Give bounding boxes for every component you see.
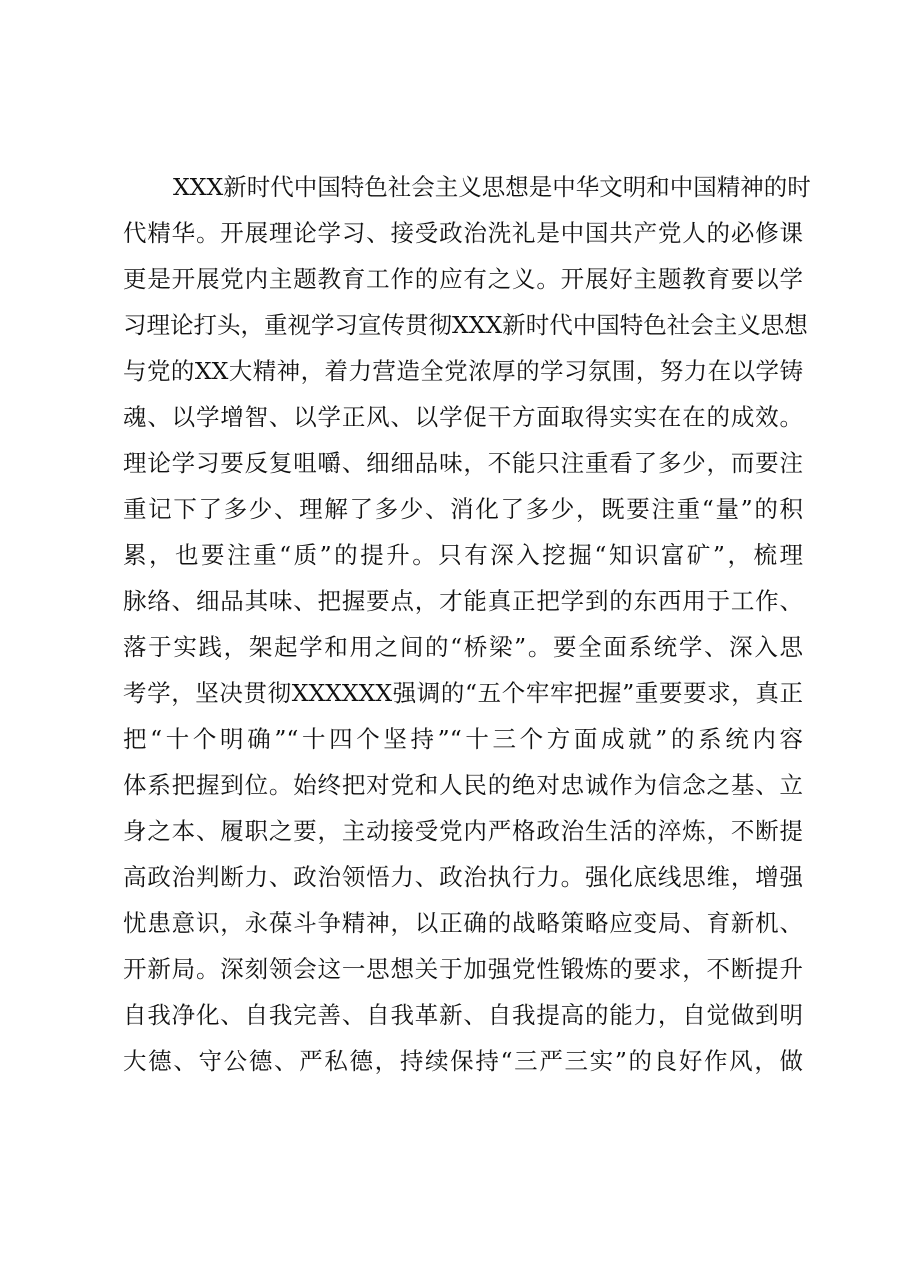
paragraph-line: 更是开展党内主题教育工作的应有之义。开展好主题教育要以学 [123, 265, 803, 293]
paragraph-line: XXX新时代中国特色社会主义思想是中华文明和中国精神的时 [173, 173, 811, 201]
paragraph-line: 开新局。深刻领会这一思想关于加强党性锻炼的要求，不断提升 [123, 955, 803, 983]
paragraph-line: 累，也要注重“质”的提升。只有深入挖掘“知识富矿”，梳理 [123, 541, 803, 569]
body-paragraph [123, 164, 811, 1084]
paragraph-line: 重记下了多少、理解了多少、消化了多少，既要注重“量”的积 [123, 495, 803, 523]
paragraph-line: 自我净化、自我完善、自我革新、自我提高的能力，自觉做到明 [123, 1001, 803, 1029]
paragraph-line: 魂、以学增智、以学正风、以学促干方面取得实实在在的成效。 [123, 403, 803, 431]
paragraph-line: 代精华。开展理论学习、接受政治洗礼是中国共产党人的必修课 [123, 219, 803, 247]
paragraph-line: 把“十个明确”“十四个坚持”“十三个方面成就”的系统内容 [123, 725, 803, 753]
paragraph-line: 忧患意识，永葆斗争精神，以正确的战略策略应变局、育新机、 [123, 909, 803, 937]
paragraph-line: 考学，坚决贯彻XXXXXX强调的“五个牢牢把握”重要要求，真正 [123, 679, 803, 707]
paragraph-line: 习理论打头，重视学习宣传贯彻XXX新时代中国特色社会主义思想 [123, 311, 808, 339]
paragraph-line: 体系把握到位。始终把对党和人民的绝对忠诚作为信念之基、立 [123, 771, 803, 799]
paragraph-line: 身之本、履职之要，主动接受党内严格政治生活的淬炼，不断提 [123, 817, 803, 845]
paragraph-line: 高政治判断力、政治领悟力、政治执行力。强化底线思维，增强 [123, 863, 803, 891]
paragraph-line: 大德、守公德、严私德，持续保持“三严三实”的良好作风，做 [123, 1047, 803, 1075]
paragraph-line: 与党的XX大精神，着力营造全党浓厚的学习氛围，努力在以学铸 [123, 357, 803, 385]
paragraph-line: 落于实践，架起学和用之间的“桥梁”。要全面系统学、深入思 [123, 633, 803, 661]
paragraph-line: 理论学习要反复咀嚼、细细品味，不能只注重看了多少，而要注 [123, 449, 803, 477]
paragraph-line: 脉络、细品其味、把握要点，才能真正把学到的东西用于工作、 [123, 587, 803, 615]
